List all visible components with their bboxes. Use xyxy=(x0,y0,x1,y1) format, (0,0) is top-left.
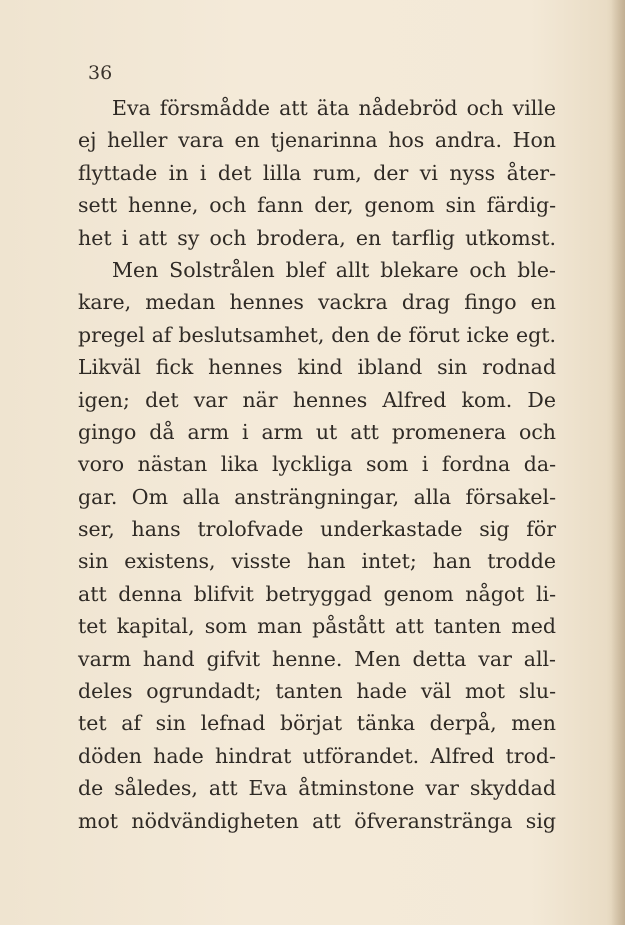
text-line: igen; det var när hennes Alfred kom. De xyxy=(78,387,556,412)
text-line: Men Solstrålen blef allt blekare och ble- xyxy=(112,257,556,282)
page-number: 36 xyxy=(88,62,113,84)
text-line: tet kapital, som man påstått att tanten med xyxy=(78,614,556,639)
text-line: Likväl fick hennes kind ibland sin rodnad xyxy=(78,355,556,380)
text-line: kare, medan hennes vackra drag fingo en xyxy=(78,290,556,315)
body-text xyxy=(78,92,556,837)
text-line: mot nödvändigheten att öfveranstränga sig xyxy=(78,808,556,833)
text-line: pregel af beslutsamhet, den de förut icke egt. xyxy=(78,322,556,347)
text-line: deles ogrundadt; tanten hade väl mot slu- xyxy=(78,679,556,704)
text-line: gar. Om alla ansträngningar, alla försakel- xyxy=(78,484,556,509)
text-line: flyttade in i det lilla rum, der vi nyss åter- xyxy=(78,160,556,185)
text-line: tet af sin lefnad börjat tänka derpå, men xyxy=(78,711,556,736)
text-line: sett henne, och fann der, genom sin färdig- xyxy=(78,193,556,218)
text-line: gingo då arm i arm ut att promenera och xyxy=(78,419,556,444)
text-line: voro nästan lika lyckliga som i fordna da- xyxy=(78,452,556,477)
text-line: ser, hans trolofvade underkastade sig för xyxy=(78,517,556,542)
text-line: Eva försmådde att äta nådebröd och ville xyxy=(112,96,556,120)
text-line: het i att sy och brodera, en tarflig utkomst. xyxy=(78,225,556,250)
text-line: sin existens, visste han intet; han trodde xyxy=(78,549,556,574)
text-line: döden hade hindrat utförandet. Alfred trod- xyxy=(78,743,556,768)
text-line: att denna blifvit betryggad genom något li- xyxy=(78,581,556,606)
text-line: de således, att Eva åtminstone var skyddad xyxy=(78,776,556,801)
text-line: varm hand gifvit henne. Men detta var all- xyxy=(78,646,556,671)
text-line: ej heller vara en tjenarinna hos andra. Hon xyxy=(78,128,556,153)
